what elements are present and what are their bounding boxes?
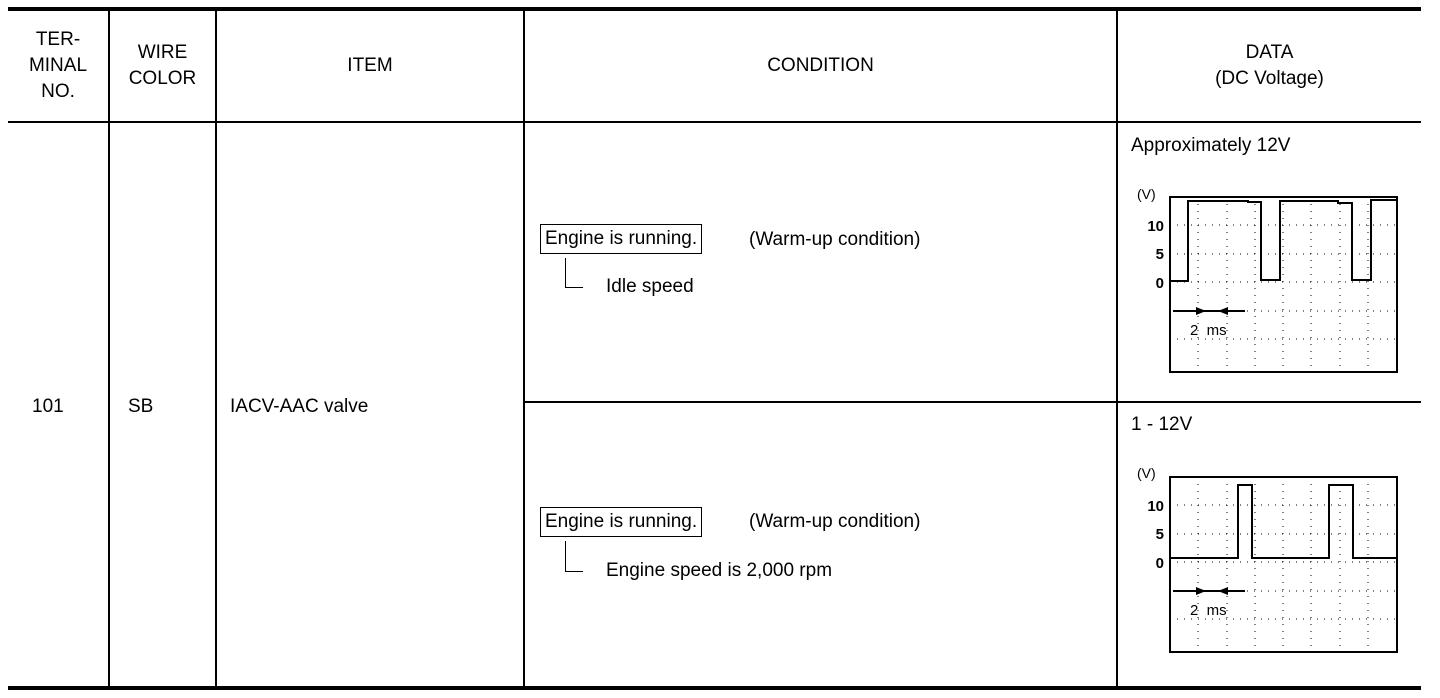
scope-2-grid — [1170, 477, 1397, 652]
terminal-number: 101 — [32, 396, 64, 417]
condition-1-sub: Idle speed — [606, 276, 694, 297]
header-terminal-line-1: TER- — [35, 29, 81, 50]
scope-2-unit: (V) — [1137, 465, 1156, 481]
scope-1 — [1120, 180, 1420, 380]
condition-2-boxed-text: Engine is running. — [540, 507, 702, 537]
scope-1-waveform — [1170, 200, 1397, 281]
header-terminal-line-3: NO. — [41, 81, 75, 102]
scope-2-time-label: 2 ms — [1190, 602, 1227, 619]
header-wire-line-1: WIRE — [137, 42, 188, 63]
header-condition — [525, 12, 1116, 120]
scope-2-tick-0: 0 — [1155, 555, 1164, 572]
item-name: IACV-AAC valve — [230, 396, 369, 417]
scope-2-frame — [1170, 477, 1397, 652]
wire-color-value: SB — [128, 396, 154, 417]
header-wire-line-2: COLOR — [128, 68, 197, 89]
condition-2-note: (Warm-up condition) — [749, 511, 921, 532]
scope-1-grid — [1170, 197, 1397, 372]
condition-2-sub: Engine speed is 2,000 rpm — [606, 560, 833, 581]
condition-1-elbow — [565, 258, 583, 288]
header-terminal-line-2: MINAL — [28, 55, 88, 76]
header-bottom-rule — [8, 121, 1421, 123]
header-data-line-1: DATA — [1245, 42, 1294, 63]
header-item — [217, 12, 523, 120]
scope-2-arrow-left — [1218, 587, 1228, 595]
scope-1-arrow-right — [1196, 307, 1206, 315]
scope-1-tick-0: 0 — [1155, 275, 1164, 292]
scope-1-tick-10: 10 — [1147, 218, 1164, 235]
scope-2-tick-5: 5 — [1155, 526, 1164, 543]
condition-1-boxed-text: Engine is running. — [540, 224, 702, 254]
scope-2-graph — [1120, 460, 1420, 660]
header-condition-label: CONDITION — [767, 55, 874, 76]
scope-1-unit: (V) — [1137, 186, 1156, 202]
header-data-line-2: (DC Voltage) — [1215, 68, 1324, 89]
table-bottom-rule — [8, 686, 1421, 690]
scope-1-tick-5: 5 — [1155, 246, 1164, 263]
header-wire-color — [110, 12, 215, 120]
condition-2-elbow — [565, 541, 583, 572]
table-top-rule — [8, 7, 1421, 11]
condition-1-note: (Warm-up condition) — [749, 229, 921, 250]
header-data — [1118, 12, 1421, 120]
data-1-value: Approximately 12V — [1131, 135, 1291, 156]
scope-2-arrow-right — [1196, 587, 1206, 595]
header-terminal-no — [8, 12, 108, 120]
data-2-value: 1 - 12V — [1131, 414, 1193, 435]
condition-divider-rule — [524, 401, 1421, 403]
scope-2 — [1120, 460, 1420, 660]
scope-1-time-label: 2 ms — [1190, 322, 1227, 339]
scope-1-graph — [1120, 180, 1420, 380]
scope-1-frame — [1170, 197, 1397, 372]
scope-2-tick-10: 10 — [1147, 498, 1164, 515]
header-item-label: ITEM — [347, 55, 393, 76]
scope-1-arrow-left — [1218, 307, 1228, 315]
